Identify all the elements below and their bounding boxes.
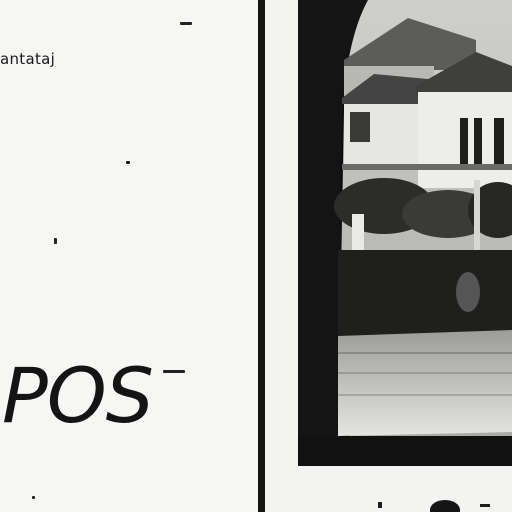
print-speck — [378, 502, 382, 508]
print-speck — [480, 504, 490, 507]
house-photo-illustration — [298, 0, 512, 466]
print-speck — [180, 22, 192, 25]
print-speck — [126, 161, 130, 164]
headline-fragment: POS — [2, 351, 153, 440]
column-rule — [258, 0, 265, 512]
print-speck — [163, 370, 185, 373]
body-text-fragment: antataj — [0, 50, 56, 68]
print-speck — [54, 238, 57, 244]
halftone-photograph — [298, 0, 512, 466]
print-speck — [32, 496, 35, 499]
